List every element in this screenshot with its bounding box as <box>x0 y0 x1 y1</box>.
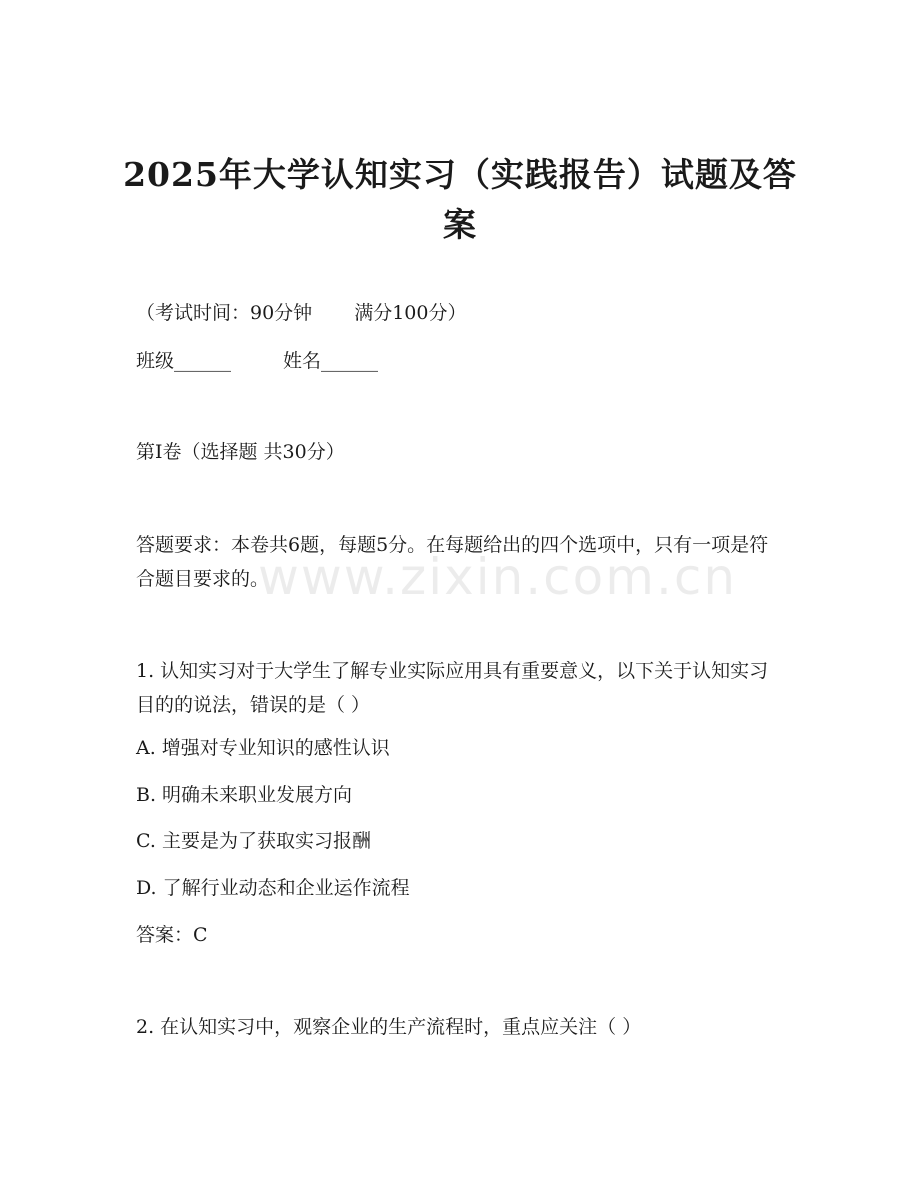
section-heading: 第I卷（选择题 共30分） <box>136 441 345 463</box>
instructions: 答题要求：本卷共6题，每题5分。在每题给出的四个选项中，只有一项是符合题目要求的。 <box>136 534 769 590</box>
question-1-option-a: A. 增强对专业知识的感性认识 <box>136 737 390 759</box>
question-2-stem: 2. 在认知实习中，观察企业的生产流程时，重点应关注（ ） <box>136 1016 642 1038</box>
name-field-label: 姓名______ <box>283 350 379 372</box>
question-1-option-b: B. 明确未来职业发展方向 <box>136 784 353 806</box>
watermark: www.zixin.com.cn <box>258 548 738 606</box>
question-1-option-c: C. 主要是为了获取实习报酬 <box>136 830 371 852</box>
student-fields <box>136 349 378 373</box>
exam-score: 满分100分） <box>354 302 467 324</box>
document-title: 2025年大学认知实习（实践报告）试题及答案 <box>123 155 797 244</box>
question-1-stem: 1. 认知实习对于大学生了解专业实际应用具有重要意义，以下关于认知实习目的的说法，错误的是（ ） <box>136 660 769 716</box>
class-field-label: 班级______ <box>136 350 232 372</box>
exam-time: （考试时间：90分钟 <box>136 302 313 324</box>
question-1-answer: 答案：C <box>136 924 208 946</box>
question-1-option-d: D. 了解行业动态和企业运作流程 <box>136 877 410 899</box>
exam-info <box>136 301 466 325</box>
